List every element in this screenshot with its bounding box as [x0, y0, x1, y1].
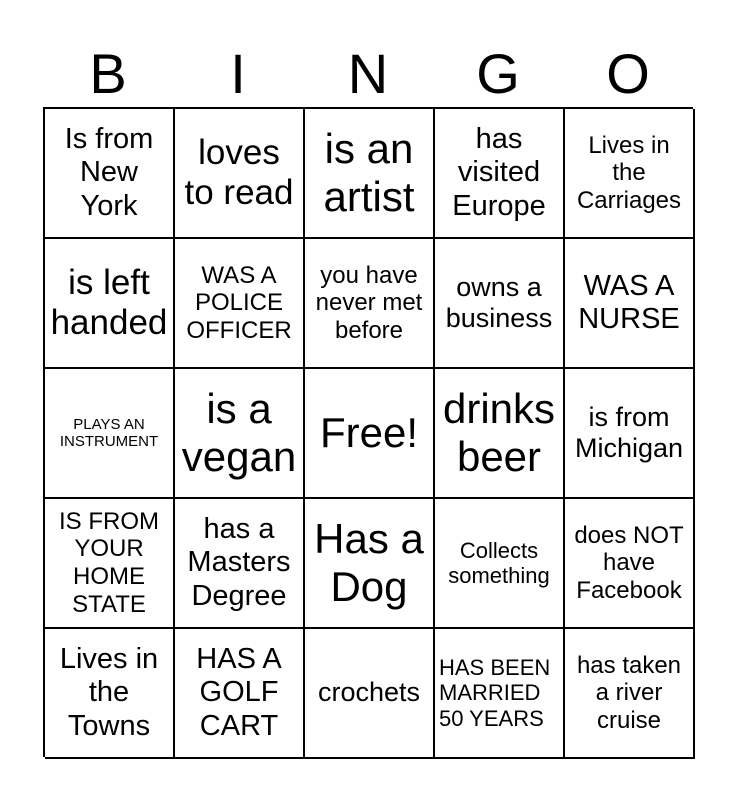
bingo-cell[interactable]: is an artist: [305, 109, 435, 239]
bingo-cell[interactable]: WAS A NURSE: [565, 239, 695, 369]
bingo-cell[interactable]: drinks beer: [435, 369, 565, 499]
bingo-cell[interactable]: is from Michigan: [565, 369, 695, 499]
bingo-cell[interactable]: Collects something: [435, 499, 565, 629]
bingo-cell[interactable]: loves to read: [175, 109, 305, 239]
bingo-cell[interactable]: Is from New York: [45, 109, 175, 239]
bingo-cell[interactable]: owns a business: [435, 239, 565, 369]
header-letter-n: N: [347, 42, 389, 105]
header-letter-o: O: [606, 42, 650, 105]
bingo-cell[interactable]: crochets: [305, 629, 435, 759]
bingo-cell[interactable]: IS FROM YOUR HOME STATE: [45, 499, 175, 629]
bingo-card-grid: [43, 107, 693, 757]
bingo-cell[interactable]: PLAYS AN INSTRUMENT: [45, 369, 175, 499]
bingo-cell[interactable]: has visited Europe: [435, 109, 565, 239]
bingo-cell[interactable]: Has a Dog: [305, 499, 435, 629]
bingo-cell[interactable]: does NOT have Facebook: [565, 499, 695, 629]
bingo-cell[interactable]: HAS A GOLF CART: [175, 629, 305, 759]
bingo-cell[interactable]: has a Masters Degree: [175, 499, 305, 629]
bingo-cell[interactable]: has taken a river cruise: [565, 629, 695, 759]
bingo-cell[interactable]: HAS BEEN MARRIED 50 YEARS: [435, 629, 565, 759]
bingo-cell[interactable]: WAS A POLICE OFFICER: [175, 239, 305, 369]
bingo-cell[interactable]: Lives in the Towns: [45, 629, 175, 759]
bingo-cell[interactable]: is left handed: [45, 239, 175, 369]
bingo-header: [43, 40, 693, 108]
free-space-cell[interactable]: Free!: [305, 369, 435, 499]
bingo-cell[interactable]: Lives in the Carriages: [565, 109, 695, 239]
bingo-cell[interactable]: is a vegan: [175, 369, 305, 499]
bingo-cell[interactable]: you have never met before: [305, 239, 435, 369]
header-letter-g: G: [476, 42, 520, 105]
header-letter-b: B: [89, 42, 127, 105]
header-letter-i: I: [230, 42, 246, 105]
